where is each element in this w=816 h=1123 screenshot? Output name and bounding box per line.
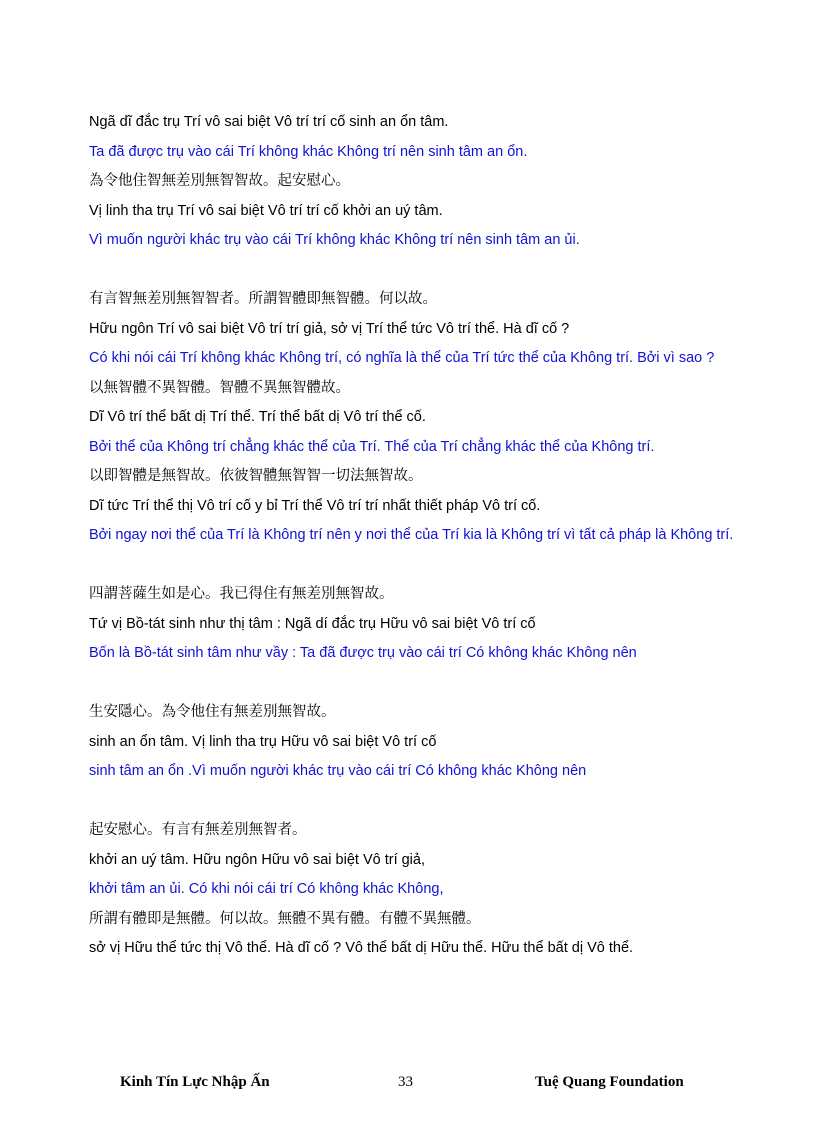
translation-line: Ta đã được trụ vào cái Trí không khác Không trí nên sinh tâm an ổn. [89, 143, 528, 160]
transliteration-line: Tứ vị Bồ-tát sinh như thị tâm : Ngã dí đắc trụ Hữu vô sai biệt Vô trí cố [89, 615, 536, 632]
chinese-line: 有言智無差別無智智者。所謂智體即無智體。何以故。 [89, 291, 437, 307]
chinese-line: 起安慰心。有言有無差別無智者。 [89, 822, 307, 838]
transliteration-line: sinh an ổn tâm. Vị linh tha trụ Hữu vô sai biệt Vô trí cố [89, 733, 437, 750]
transliteration-line: khởi an uý tâm. Hữu ngôn Hữu vô sai biệt Vô trí giả, [89, 851, 425, 868]
translation-line: Bởi ngay nơi thể của Trí là Không trí nên y nơi thể của Trí kia là Không trí vì tất cả pháp là Không trí. [89, 527, 734, 543]
chinese-line: 為令他住智無差別無智智故。起安慰心。 [89, 173, 350, 189]
page-footer [0, 1070, 816, 1096]
translation-line: Có khi nói cái Trí không khác Không trí, có nghĩa là thể của Trí tức thể của Không trí. Bởi vì sao ? [89, 350, 715, 366]
footer-publisher: Tuệ Quang Foundation [535, 1074, 684, 1090]
transliteration-line: sở vị Hữu thể tức thị Vô thể. Hà dĩ cố ? Vô thể bất dị Hữu thể. Hữu thể bất dị Vô thể. [89, 940, 634, 956]
paragraph-gap [89, 256, 749, 286]
transliteration-line: Vị linh tha trụ Trí vô sai biệt Vô trí trí cố khởi an uý tâm. [89, 202, 443, 219]
transliteration-line: Ngã dĩ đắc trụ Trí vô sai biệt Vô trí trí cố sinh an ổn tâm. [89, 114, 449, 130]
translation-line: sinh tâm an ổn .Vì muốn người khác trụ vào cái trí Có không khác Không nên [89, 763, 587, 779]
chinese-line: 四謂菩薩生如是心。我已得住有無差別無智故。 [89, 586, 394, 602]
paragraph-gap [89, 669, 749, 699]
translation-line: Bốn là Bồ-tát sinh tâm như vầy : Ta đã được trụ vào cái trí Có không khác Không nên [89, 645, 637, 661]
chinese-line: 所謂有體即是無體。何以故。無體不異有體。有體不異無體。 [89, 910, 481, 927]
paragraph-gap [89, 787, 749, 817]
transliteration-line: Dĩ Vô trí thể bất dị Trí thể. Trí thể bất dị Vô trí thể cố. [89, 409, 426, 425]
transliteration-line: Hữu ngôn Trí vô sai biệt Vô trí trí giả, sở vị Trí thể tức Vô trí thể. Hà dĩ cố ? [89, 320, 570, 337]
footer-book-title: Kinh Tín Lực Nhập Ấn [120, 1074, 270, 1090]
footer-page-number: 33 [398, 1074, 413, 1090]
chinese-line: 生安隱心。為令他住有無差別無智故。 [89, 704, 336, 720]
chinese-line: 以無智體不異智體。智體不異無智體故。 [89, 379, 350, 396]
chinese-line: 以即智體是無智故。依彼智體無智智一切法無智故。 [89, 468, 423, 484]
translation-line: Bởi thể của Không trí chẳng khác thể của Trí. Thể của Trí chẳng khác thể của Không trí. [89, 438, 655, 455]
translation-line: Vì muốn người khác trụ vào cái Trí không khác Không trí nên sinh tâm an ủi. [89, 232, 580, 248]
translation-line: khởi tâm an ủi. Có khi nói cái trí Có không khác Không, [89, 881, 444, 897]
page-body [89, 108, 749, 964]
transliteration-line: Dĩ tức Trí thể thị Vô trí cố y bỉ Trí thể Vô trí trí nhất thiết pháp Vô trí cố. [89, 497, 541, 514]
paragraph-gap [89, 551, 749, 581]
